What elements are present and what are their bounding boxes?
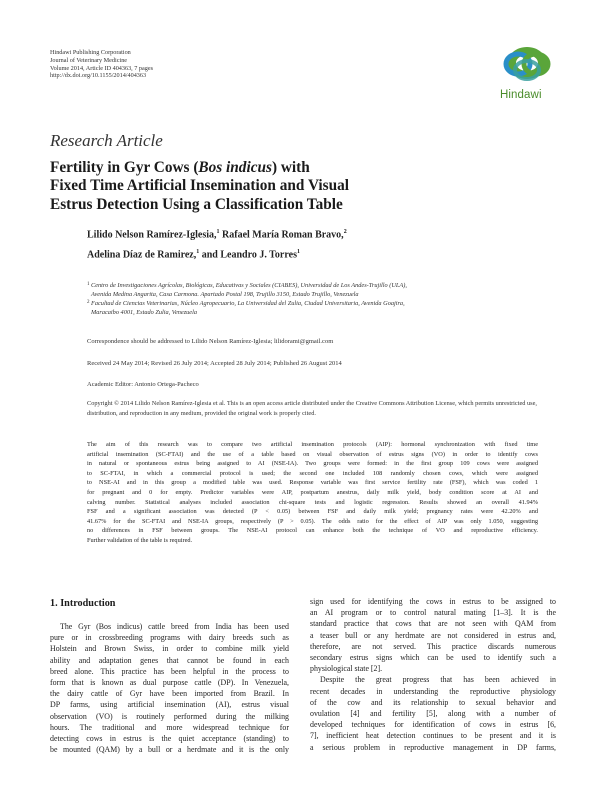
body-line: ovulation [4] and fertility [5], along with a number of [310,709,556,719]
body-line: Despite the great progress that has been achieved in [320,675,556,685]
title-line-2: Fixed Time Artificial Insemination and Visual [50,177,350,195]
body-line: Holstein and Brown Swiss, in order to combine milk yield [50,644,289,654]
journal-header [50,49,350,80]
body-line: an AI program or to control natural mating [1–3]. It is the [310,608,556,618]
body-line: sign used for identifying the cows in estrus to be assigned to [310,597,556,606]
article-type: Research Article [50,131,163,150]
body-line: hours. The traditional and more widespread technique for [50,722,289,732]
body-line: a serious problem in reproductive management in DP farms, [310,742,556,752]
body-line: a teaser bull or any herdmate are not considered in estrus and, [310,630,556,640]
abstract-line: for pregnant and 0 for empty. Predictor variables were AIP, postpartum anestrus, daily milk yield, body condition score at AI and [87,488,538,496]
body-line: The Gyr (Bos indicus) cattle breed from India has been used [60,622,289,631]
body-line: of the cow and its relationship to sexual behavior and [310,697,556,707]
title-line-1: Fertility in Gyr Cows (Bos indicus) with [50,159,310,176]
abstract-line: in natural or spontaneous estrus being assigned to AI (NSE-IA). Two groups were formed: in the first group 109 cows were assigned [87,460,538,468]
body-line: developed techniques for identification of cows in estrus [6, [310,720,556,730]
body-line: 7], inefficient heat detection continues to be present and it is [310,731,556,741]
doi-link[interactable]: http://dx.doi.org/10.1155/2014/404363 [50,72,147,80]
abstract-line: artificial insemination (SC-FTAI) and the use of a table based on visual observation of estrus signs (VO) in order to identify cows [87,450,538,458]
affiliation-2: 2 Facultad de Ciencias Veterinarias, Núcleo Agropecuario, La Universidad del Zulia, Ciudad Universitaria, Avenida Goajira, Maracaibo 4001, Estado Zulia, Venezuela [87,300,405,316]
abstract-line: Further validation of the table is required. [87,536,193,544]
body-line: physiological state [2]. [310,664,383,674]
affiliations [87,281,537,317]
publisher-name: Hindawi Publishing Corporation [50,49,131,56]
intro-left-column [50,621,289,755]
academic-editor: Academic Editor: Antonio Ortega-Pacheco [87,381,199,388]
article-title [50,159,470,214]
section-title-introduction: 1. Introduction [50,598,116,609]
body-line: secondary estrus signs which can be used to identify such a [310,653,556,663]
hindawi-logo-mark-icon [498,43,556,87]
intro-right-column [310,596,556,753]
abstract-line: FSF and a significant association was detected (P < 0.05) between FSF and daily milk yield; pregnancy rates were 42.20% and [87,508,538,516]
body-line: observation (VO) is routinely performed during the milking [50,711,289,721]
body-line: DP farms, using artificial insemination (AI), estrus visual [50,700,289,710]
authors-line-2: Adelina Díaz de Ramirez,$^1$ and Leandro J. Torres$^1$ [87,248,300,261]
copyright-notice: Copyright © 2014 Lilido Nelson Ramírez-Iglesia et al. This is an open access article distributed under the Creative Commons Attribution License, which permits unrestricted use, distribution, and reproduction in any medium, provided the original work is properly cited. [87,400,537,417]
body-line: standard practice that cows that are not seen with QAM from [310,619,556,629]
body-line: recent decades in understanding the reproductive physiology [310,686,556,696]
abstract-line: to NSE-AI and in this group a modified table was used. Response variable was first service fertility rate (FSF), which was coded 1 [87,479,538,487]
abstract-line: to SC-FTAI, in which a commercial protocol is used; the second one included 108 randomly chosen cows, which were assigned [87,469,538,477]
body-line: ability and adaptation genes that cannot be found in each [50,655,289,665]
abstract-line: no differences in FSF between groups. The NSE-AI protocol can enhance both the technique of VO and reproductive efficiency. [87,527,538,535]
hindawi-logo [498,43,556,107]
hindawi-logo-text: Hindawi [500,89,542,101]
body-line: be mounted (QAM) by a bull or a herdmate and it is the only [50,745,289,755]
correspondence: Correspondence should be addressed to Lilido Nelson Ramírez-Iglesia; lilidorami@gmail.com [87,338,334,345]
body-line: the dairy cattle of Gyr have been imported from Brazil. In [50,689,289,699]
abstract-line: calving number. Statistical analyses included association chi-square tests and logistic regression. Results showed an overall 41.94% [87,498,538,506]
body-line: pure or in crossbreeding programs with dairy breeds such as [50,633,289,643]
publication-dates: Received 24 May 2014; Revised 26 July 2014; Accepted 28 July 2014; Published 26 August 2014 [87,360,342,367]
volume-info: Volume 2014, Article ID 404363, 7 pages [50,64,153,72]
abstract-line: The aim of this research was to compare two artificial insemination protocols (AIP): hormonal synchronization with fixed time [87,441,538,448]
author-list [87,224,507,264]
journal-name: Journal of Veterinary Medicine [50,56,128,64]
title-line-3: Estrus Detection Using a Classification Table [50,195,343,213]
body-line: breed alone. This practice has been helpful in the process to [50,666,289,676]
body-line: detecting cows in estrus is the quiet acceptance (standing) to [50,734,289,744]
body-line: therefore, are not served. This practice discards numerous [310,641,556,651]
body-line: form that is known as dual purpose cattle (DP). In Venezuela, [50,678,289,688]
authors-line-1: Lilido Nelson Ramírez-Iglesia,$^1$ Rafael María Roman Bravo,$^2$ [87,229,347,241]
abstract [87,440,538,546]
affiliation-1: 1 Centro de Investigaciones Agrícolas, Biológicas, Educativas y Sociales (CIABES), Universidad de Los Andes-Trujillo (ULA), Avenida Medina Angarita, Casa Carmona. Apartado Postal 198, Trujillo 3150, Estado Trujillo, Venezuela [87,282,407,298]
abstract-line: 41.67% for the SC-FTAI and NSE-IA groups, respectively (P > 0.05). The odds ratio for the effect of AIP was only 1.050, suggesting [87,517,538,525]
